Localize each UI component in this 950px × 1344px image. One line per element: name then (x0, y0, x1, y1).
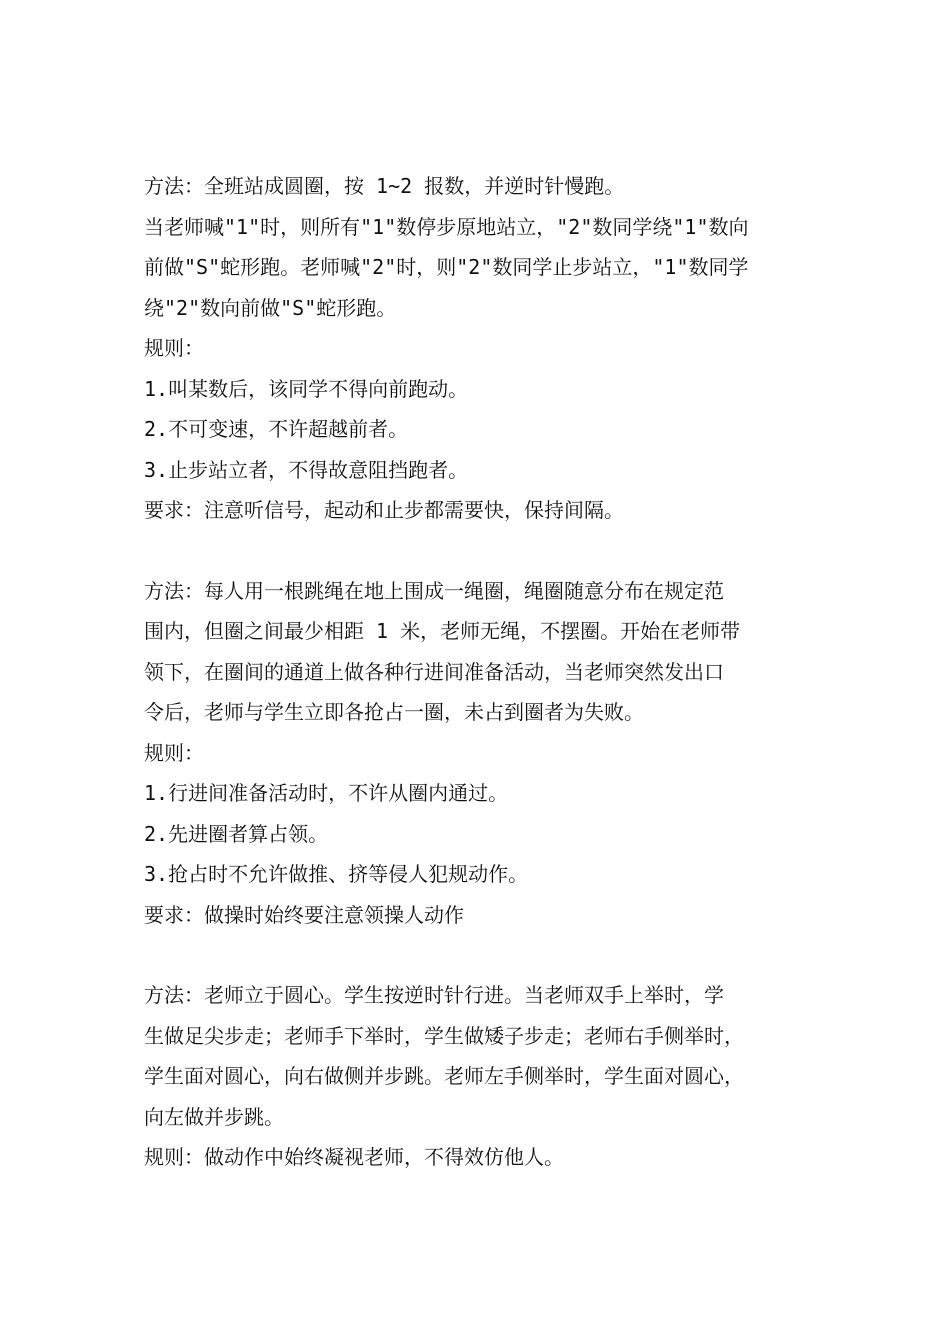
rule-item: 1.行进间准备活动时，不许从圈内通过。 (144, 781, 509, 805)
rule-item: 2.不可变速，不许超越前者。 (144, 417, 409, 441)
method-line: 方法：每人用一根跳绳在地上围成一绳圈，绳圈随意分布在规定范 (144, 578, 724, 603)
requirement-line: 要求：注意听信号，起动和止步都需要快，保持间隔。 (144, 498, 624, 522)
method-line: 前做"S"蛇形跑。老师喊"2"时，则"2"数同学止步站立，"1"数同学 (144, 255, 749, 279)
document-page (144, 166, 834, 1178)
rule-item: 1.叫某数后，该同学不得向前跑动。 (144, 376, 469, 401)
rules-line: 规则：做动作中始终凝视老师，不得效仿他人。 (144, 1145, 564, 1169)
requirement-line: 要求：做操时始终要注意领操人动作 (144, 902, 464, 927)
method-line: 方法：全班站成圆圈，按 1~2 报数，并逆时针慢跑。 (144, 174, 625, 198)
game-section-2 (144, 571, 834, 936)
game-section-1 (144, 166, 834, 531)
rule-item: 2.先进圈者算占领。 (144, 821, 329, 846)
rule-item: 3.抢占时不允许做推、挤等侵人犯规动作。 (144, 862, 529, 886)
method-line: 方法：老师立于圆心。学生按逆时针行进。当老师双手上举时，学 (144, 983, 724, 1007)
rules-heading: 规则： (144, 740, 204, 765)
method-line: 令后，老师与学生立即各抢占一圈，未占到圈者为失败。 (144, 700, 644, 724)
method-line: 围内，但圈之间最少相距 1 米，老师无绳，不摆圈。开始在老师带 (144, 619, 741, 643)
method-line: 学生面对圆心，向右做侧并步跳。老师左手侧举时，学生面对圆心， (144, 1064, 744, 1088)
method-line: 绕"2"数向前做"S"蛇形跑。 (144, 295, 397, 320)
method-line: 当老师喊"1"时，则所有"1"数停步原地站立，"2"数同学绕"1"数向 (144, 214, 749, 239)
method-line: 向左做并步跳。 (144, 1104, 284, 1129)
method-line: 领下，在圈间的通道上做各种行进间准备活动，当老师突然发出口 (144, 659, 724, 684)
game-section-3 (144, 975, 834, 1178)
rules-heading: 规则： (144, 336, 204, 360)
method-line: 生做足尖步走；老师手下举时，学生做矮子步走；老师右手侧举时， (144, 1023, 744, 1048)
rule-item: 3.止步站立者，不得故意阻挡跑者。 (144, 457, 469, 482)
